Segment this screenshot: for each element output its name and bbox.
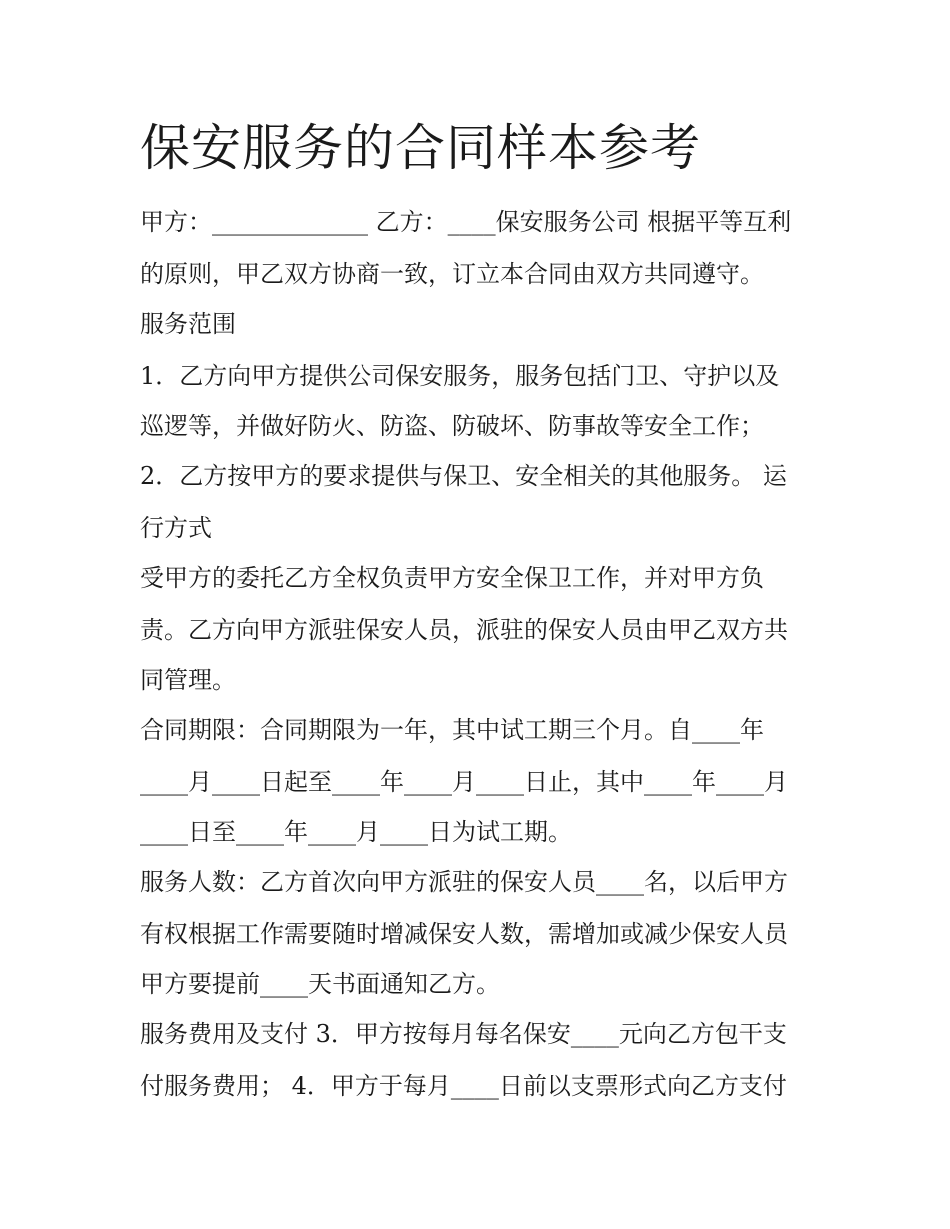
paragraph-line: 巡逻等，并做好防火、防盗、防破坏、防事故等安全工作； bbox=[140, 412, 764, 440]
paragraph-line: 受甲方的委托乙方全权负责甲方安全保卫工作，并对甲方负 bbox=[140, 564, 764, 592]
paragraph-line: 同管理。 bbox=[140, 666, 236, 694]
paragraph-line: 合同期限：合同期限为一年，其中试工期三个月。自____年 bbox=[140, 716, 764, 744]
paragraph-line: 服务人数：乙方首次向甲方派驻的保安人员____名，以后甲方 bbox=[140, 868, 788, 896]
paragraph-line: 责。乙方向甲方派驻保安人员，派驻的保安人员由甲乙双方共 bbox=[140, 616, 788, 644]
document-title: 保安服务的合同样本参考 bbox=[140, 119, 701, 177]
paragraph-line: 1．乙方向甲方提供公司保安服务，服务包括门卫、守护以及 bbox=[140, 362, 780, 390]
section-heading: 服务范围 bbox=[140, 310, 236, 338]
paragraph-line: 服务费用及支付 3．甲方按每月每名保安____元向乙方包干支 bbox=[140, 1020, 787, 1048]
paragraph-line: 2．乙方按甲方的要求提供与保卫、安全相关的其他服务。 运 bbox=[140, 462, 787, 490]
paragraph-line: 有权根据工作需要随时增减保安人数，需增加或减少保安人员 bbox=[140, 920, 788, 948]
paragraph-line: 甲方要提前____天书面通知乙方。 bbox=[140, 970, 500, 998]
paragraph-line: ____日至____年____月____日为试工期。 bbox=[140, 818, 572, 846]
paragraph-line: 的原则，甲乙双方协商一致，订立本合同由双方共同遵守。 bbox=[140, 260, 764, 288]
paragraph-line: ____月____日起至____年____月____日止，其中____年____月 bbox=[140, 768, 788, 796]
paragraph-line: 付服务费用； 4．甲方于每月____日前以支票形式向乙方支付 bbox=[140, 1072, 787, 1100]
paragraph-line: 甲方：_____________ 乙方：____保安服务公司 根据平等互利 bbox=[140, 208, 792, 236]
paragraph-line: 行方式 bbox=[140, 514, 212, 542]
